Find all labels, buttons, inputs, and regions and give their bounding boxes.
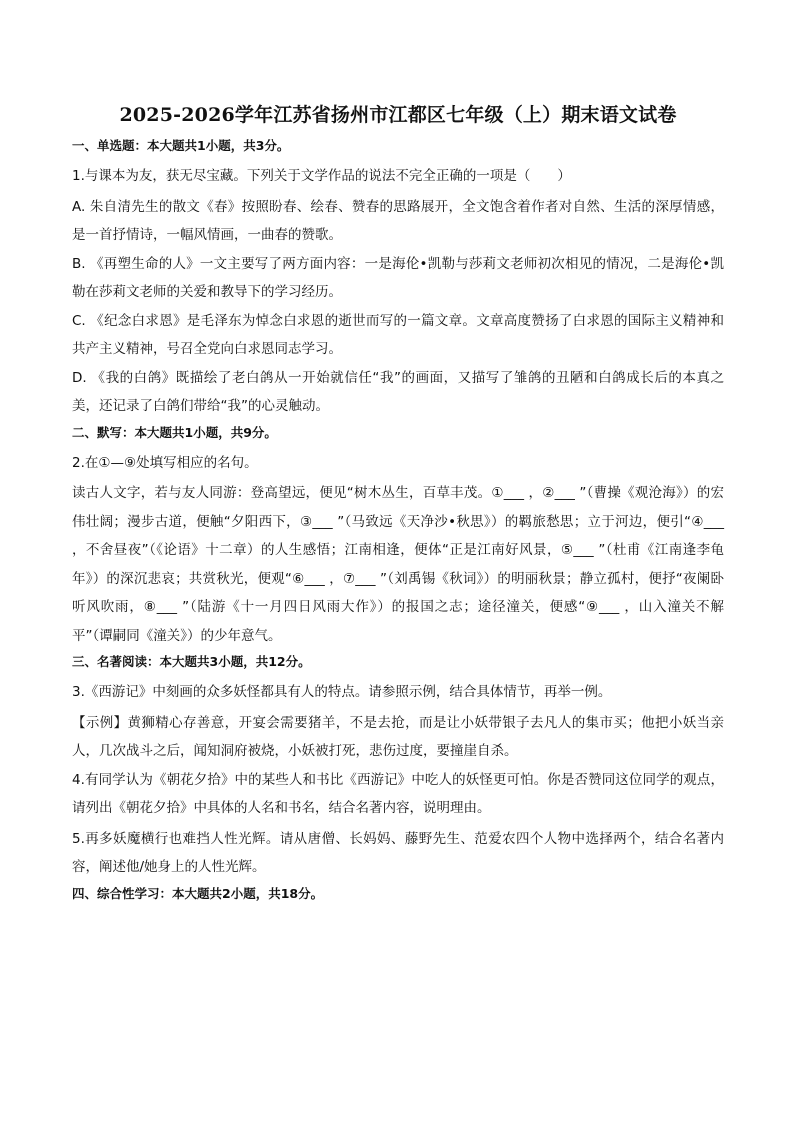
section-heading-4 — [72, 884, 724, 904]
section-label: 一、单选题： — [72, 138, 148, 153]
section-label: 三、名著阅读： — [72, 654, 160, 669]
section-heading-1 — [72, 136, 724, 156]
question-3-stem: 3.《西游记》中刻画的众多妖怪都具有人的特点。请参照示例，结合具体情节，再举一例。 — [72, 684, 612, 700]
exam-page — [72, 102, 724, 910]
section-heading-2 — [72, 423, 724, 443]
question-1-option-a: A. 朱自清先生的散文《春》按照盼春、绘春、赞春的思路展开，全文饱含着作者对自然、生活的深厚情感，是一首抒情诗，一幅风情画，一曲春的赞歌。 — [72, 198, 724, 243]
section-desc: 本大题共1小题，共9分。 — [134, 424, 277, 440]
section-desc: 本大题共1小题，共3分。 — [147, 138, 290, 153]
question-3-example: 【示例】黄狮精心存善意，开宴会需要猪羊，不是去抢，而是让小妖带银子去凡人的集市买；他把小妖当亲人，几次战斗之后，闻知洞府被烧，小妖被打死，悲伤过度，要撞崖自杀。 — [72, 714, 724, 759]
section-heading-3 — [72, 652, 724, 672]
section-desc: 本大题共3小题，共12分。 — [159, 654, 311, 669]
question-5-stem: 5.再多妖魔横行也难挡人性光辉。请从唐僧、长妈妈、藤野先生、范爱农四个人物中选择两个，结合名著内容，阐述他/她身上的人性光辉。 — [72, 830, 724, 875]
section-desc: 本大题共2小题，共18分。 — [172, 885, 324, 901]
section-label: 四、综合性学习： — [72, 885, 173, 901]
question-1-option-c: C. 《纪念白求恩》是毛泽东为悼念白求恩的逝世而写的一篇文章。文章高度赞扬了白求恩的国际主义精神和共产主义精神，号召全党向白求恩同志学习。 — [72, 312, 724, 357]
question-4-stem: 4.有同学认为《朝花夕拾》中的某些人和书比《西游记》中吃人的妖怪更可怕。你是否赞同这位同学的观点，请列出《朝花夕拾》中具体的人名和书名，结合名著内容，说明理由。 — [72, 771, 724, 816]
section-label: 二、默写： — [72, 424, 135, 440]
question-2-stem: 2.在①—⑨处填写相应的名句。 — [72, 454, 258, 471]
question-2-passage: 读古人文字，若与友人同游：登高望远，便见“树木丛生，百草丰茂。①___ ，②___ ”（曹操《观沧海》）的宏伟壮阔；漫步古道，便触“夕阳西下，③___ ”（马致远《天净沙•秋思》）的羁旅愁思；立于河边，便引“④___ ，不舍昼夜”（《论语》十二章）的人生感悟；江南相逢，便体“正是江南好风景，⑤___ ”（杜甫《江南逢李龟年》）的深沉悲哀；共赏秋光，便观“⑥___ ，⑦___ ”（刘禹锡《秋词》）的明丽秋景；静立孤村，便抒“夜阑卧听风吹雨，⑧___ ”（陆游《十一月四日风雨大作》）的报国之志；途径潼关，便感“⑨___ ，山入潼关不解平”（谭嗣同《潼关》）的少年意气。 — [72, 485, 724, 644]
page-title: 2025-2026学年江苏省扬州市江都区七年级（上）期末语文试卷 — [119, 104, 677, 126]
question-1-option-b: B. 《再塑生命的人》一文主要写了两方面内容：一是海伦•凯勒与莎莉文老师初次相见的情况，二是海伦•凯勒在莎莉文老师的关爱和教导下的学习经历。 — [72, 255, 724, 300]
question-1-option-d: D. 《我的白鸽》既描绘了老白鸽从一开始就信任“我”的画面，又描写了雏鸽的丑陋和白鸽成长后的本真之美，还记录了白鸽们带给“我”的心灵触动。 — [72, 369, 724, 414]
question-1-stem: 1.与课本为友，获无尽宝藏。下列关于文学作品的说法不完全正确的一项是（ ） — [72, 168, 571, 184]
